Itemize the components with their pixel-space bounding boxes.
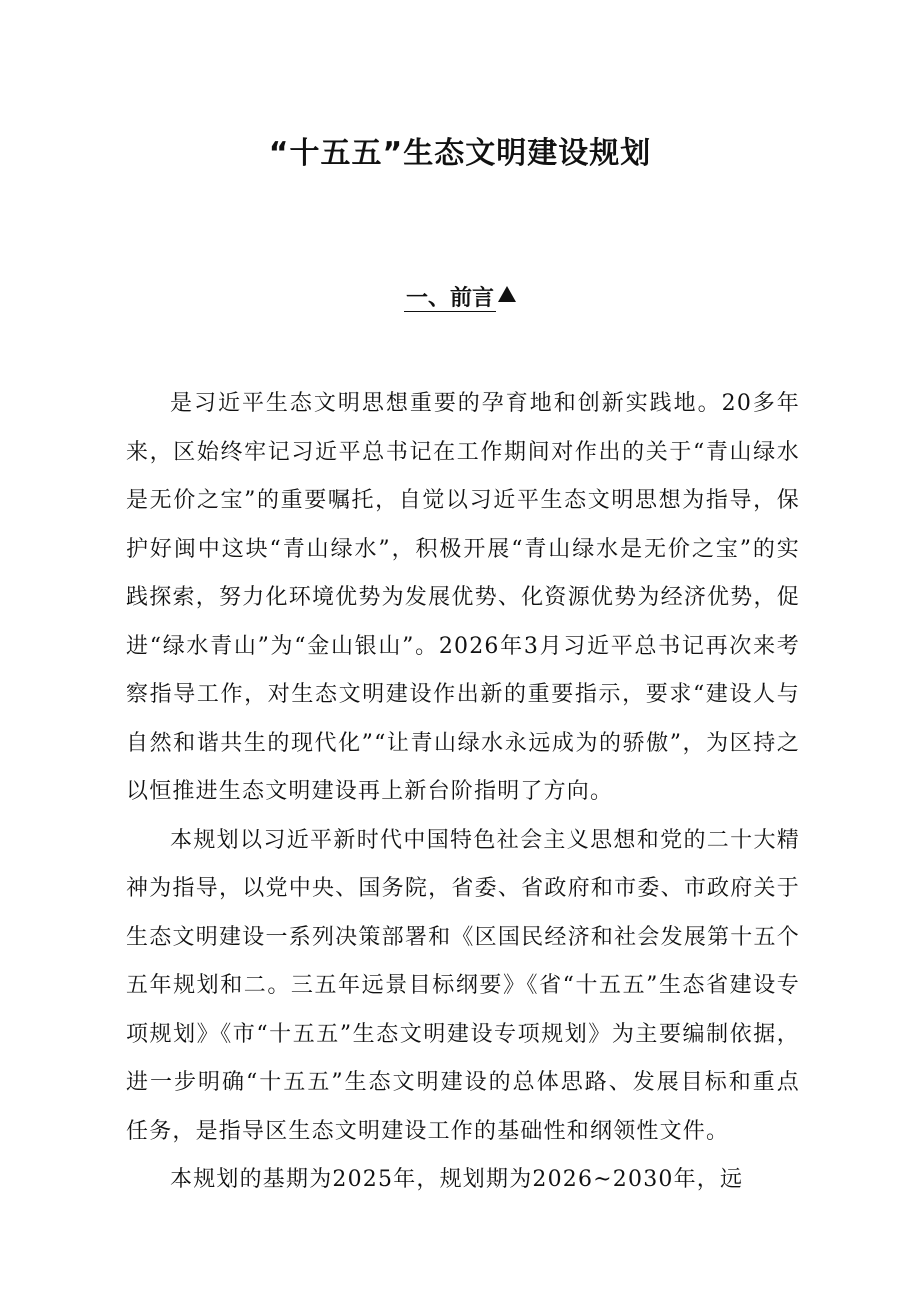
paragraph-3: 本规划的基期为2025年，规划期为2026~2030年，远 — [170, 1167, 744, 1192]
paragraph-2: 本规划以习近平新时代中国特色社会主义思想和党的二十大精神为指导，以党中央、国务院，省委、省政府和市委、市政府关于生态文明建设一系列决策部署和《区国民经济和社会发展第十五个五年规划和二。三五年远景目标纲要》《省“十五五”生态省建设专项规划》《市“十五五”生态文明建设专项规划》为主要编制依据，进一步明确“十五五”生态文明建设的总体思路、发展目标和重点任务，是指导区生态文明建设工作的基础性和纲领性文件。 — [126, 827, 800, 1144]
body-text — [126, 380, 800, 1205]
section-heading — [0, 286, 920, 312]
section-heading-text: 一、前言 — [405, 286, 494, 311]
paragraph-1: 是习近平生态文明思想重要的孕育地和创新实践地。20多年来，区始终牢记习近平总书记在工作期间对作出的关于“青山绿水是无价之宝”的重要嘱托，自觉以习近平生态文明思想为指导，保护好闽中这块“青山绿水”，积极开展“青山绿水是无价之宝”的实践探索，努力化环境优势为发展优势、化资源优势为经济优势，促进“绿水青山”为“金山银山”。2026年3月习近平总书记再次来考察指导工作，对生态文明建设作出新的重要指示，要求“建设人与自然和谐共生的现代化”“让青山绿水永远成为的骄傲”，为区持之以恒推进生态文明建设再上新台阶指明了方向。 — [126, 391, 800, 804]
triangle-icon — [498, 286, 516, 302]
document-title: “十五五”生态文明建设规划 — [268, 136, 652, 171]
